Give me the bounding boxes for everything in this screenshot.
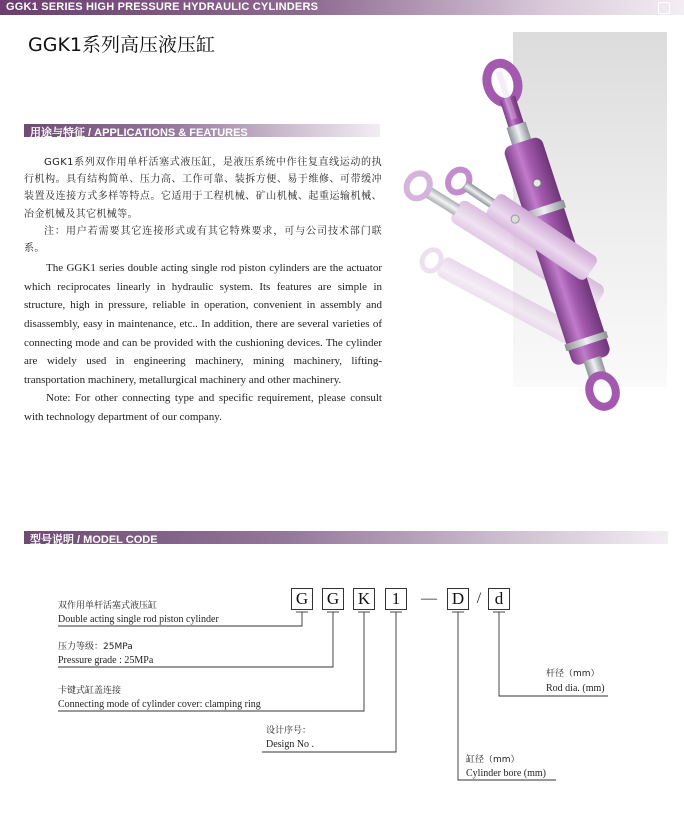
corner-icon: ◦ [658,2,670,14]
model-code-section-header [24,531,668,544]
top-banner [0,0,684,15]
code-box-g2: G [322,588,344,610]
label-type-zh: 双作用单杆活塞式液压缸 [58,601,158,611]
description-zh-paragraph-1: GGK1系列双作用单杆活塞式液压缸，是液压系统中作往复直线运动的执行机构。具有结构简单、压力高、工作可靠、装拆方便、易于维修、可带缓冲装置及连接方式多样等特点。它适用于工程机械、矿山机械、起重运输机械、冶金机械及其它机械等。 [24,157,382,220]
cylinder-product-image [380,40,680,420]
code-box-d-bore: D [447,588,469,610]
code-box-k: K [353,588,375,610]
code-box-1: 1 [385,588,407,610]
label-connect-en: Connecting mode of cylinder cover: clamping ring [58,699,261,710]
label-type-en: Double acting single rod piston cylinder [58,614,219,625]
model-code-section-title: 型号说明 / MODEL CODE [30,534,158,546]
banner-title: GGK1 SERIES HIGH PRESSURE HYDRAULIC CYLINDERS [6,1,319,13]
description-text [24,154,382,427]
code-box-d-rod: d [488,588,510,610]
label-design-en: Design No . [266,739,315,750]
label-design-zh: 设计序号： [266,726,312,736]
description-zh-paragraph-2: 注：用户若需要其它连接形式或有其它特殊要求，可与公司技术部门联系。 [24,225,382,255]
label-rod-en: Rod dia. (mm) [546,683,605,694]
label-bore-en: Cylinder bore (mm) [466,768,546,779]
description-en-paragraph-2: Note: For other connecting type and specific requirement, please consult with technology department of our company. [24,392,382,423]
label-connect-zh: 卡键式缸盖连接 [58,686,122,696]
label-pressure-en: Pressure grade : 25MPa [58,655,154,666]
code-slash: / [476,590,482,607]
applications-section-header [24,124,380,137]
code-box-g1: G [291,588,313,610]
page-title: GGK1系列高压液压缸 [28,34,215,56]
label-pressure-zh: 压力等级：25MPa [58,642,133,652]
label-bore-zh: 缸径（mm） [466,755,520,765]
applications-section-title: 用途与特征 / APPLICATIONS & FEATURES [30,127,248,139]
code-dash: — [421,590,437,607]
description-en-paragraph-1: The GGK1 series double acting single rod piston cylinders are the actuator which reciprocates linearly in hydraulic system. Its features are simple in structure, high in pressure, reliable in operation, convenient in assembly and disassembly, easy in maintenance, etc.. In addition, there are several varieties of connecting mode and can be provided with the cushioning devices. The cylinder are widely used in engineering machinery, mining machinery, lifting-transportation machinery, metallurgical machinery and other machinery. [24,262,382,386]
label-rod-zh: 杆径（mm） [546,669,600,679]
